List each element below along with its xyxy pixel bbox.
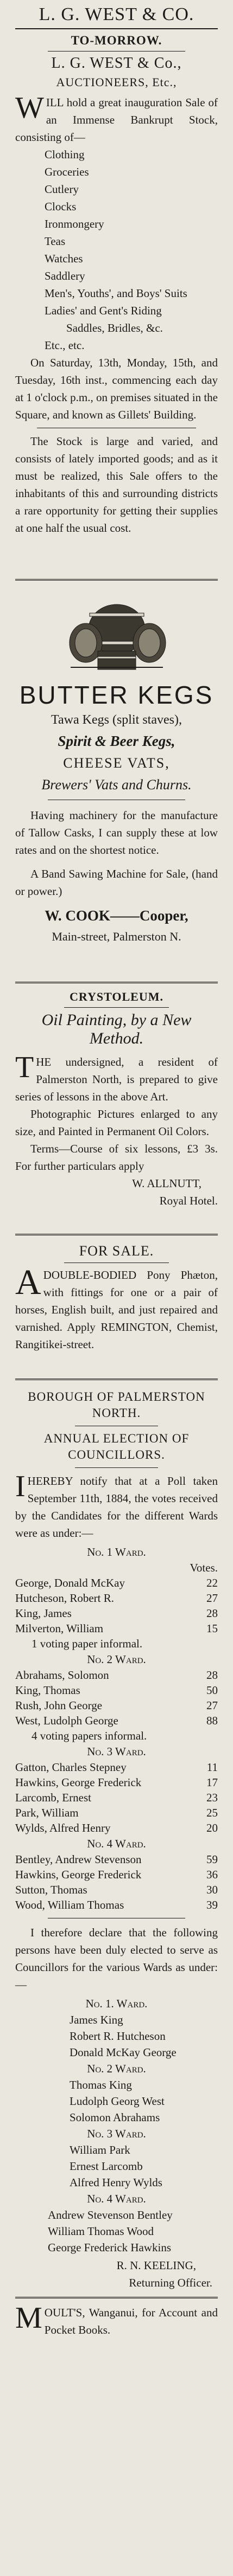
list-item: Saddles, Bridles, &c. [66, 321, 163, 334]
brewers-line: Brewers' Vats and Churns. [41, 777, 192, 793]
list-item: Teas [45, 235, 66, 248]
declaration-paragraph: I therefore declare that the following persons have been duly elected to serve as Councillors for the various Wards as under:— [15, 1926, 218, 1991]
returning-officer-name: R. N. KEELING, [116, 2259, 196, 2272]
cook-address: Main-street, Palmerston N. [52, 930, 181, 943]
table-row: Gatton, Charles Stepney 11 [15, 1761, 218, 1774]
stock-paragraph: The Stock is large and varied, and consists of lately imported goods; and as it must be realized, this Sale offers to the inhabitants of this and surrounding districts a rare opportunity for getting their supplies at one half the usual cost. [15, 435, 218, 534]
informal-note: 4 voting papers informal. [32, 1729, 147, 1742]
butter-kegs-ad [15, 582, 218, 982]
drop-cap: M [15, 2301, 42, 2335]
table-row: King, Thomas 50 [15, 1684, 218, 1697]
table-row: Wylds, Alfred Henry 20 [15, 1821, 218, 1834]
table-row: George, Donald McKay 22 [15, 1576, 218, 1589]
photo-paragraph: Photographic Pictures enlarged to any size, and Painted in Permanent Oil Colors. [15, 1107, 218, 1138]
tawa-kegs-line: Tawa Kegs (split staves), [51, 713, 182, 727]
ward-heading: No. 4 Ward. [87, 1837, 146, 1850]
tomorrow-heading: TO-MORROW. [71, 34, 162, 47]
dates-paragraph: On Saturday, 13th, Monday, 15th, and Tuesday, 16th inst., commencing each day at 1 o'clock p.m., on premises situated in the Square, and known as Gillets' Building. [15, 356, 218, 421]
list-item: William Thomas Wood [48, 2225, 154, 2238]
returning-officer-title: Returning Officer. [129, 2276, 212, 2289]
ward-heading: No. 1. Ward. [85, 1997, 148, 2010]
table-row: Park, William 25 [15, 1806, 218, 1819]
moults-text: OULT'S, Wanganui, for Account and Pocket Books. [44, 2306, 218, 2336]
cheese-vats-line: CHEESE VATS, [63, 755, 170, 771]
informal-note: 1 voting paper informal. [32, 1637, 143, 1650]
crystoleum-subheading: Oil Painting, by a New Method. [41, 1011, 192, 1047]
ward-heading: No. 2 Ward. [87, 2062, 146, 2075]
ward-heading: No. 2 Ward. [87, 1653, 146, 1666]
table-row: Hawkins, George Frederick 36 [15, 1868, 218, 1881]
cook-signature: W. COOK——Cooper, [45, 907, 188, 924]
table-row: Bentley, Andrew Stevenson 59 [15, 1853, 218, 1866]
tallow-paragraph: Having machinery for the manufacture of Tallow Casks, I can supply these at low rates and on the shortest notice. [15, 809, 218, 856]
sawing-paragraph: A Band Sawing Machine for Sale, (hand or power.) [15, 867, 218, 898]
table-row: King, James 28 [15, 1607, 218, 1620]
list-item: Thomas King [70, 2078, 132, 2091]
list-item: Robert R. Hutcheson [70, 2030, 166, 2043]
ward-heading: No. 1 Ward. [87, 1545, 146, 1559]
ward-heading: No. 3 Ward. [87, 2127, 146, 2140]
drop-cap: A [15, 1263, 41, 1302]
poll-intro-text: HEREBY notify that at a Poll taken September 11th, 1884, the votes received by the Candidates for the different Wards were as under:— [15, 1474, 218, 1540]
table-row: West, Ludolph George 88 [15, 1714, 218, 1727]
list-item: Etc., etc. [45, 339, 85, 352]
list-item: Ironmongery [45, 217, 104, 230]
moults-ad [15, 2300, 218, 2339]
west-auction-ad [15, 0, 218, 575]
election-heading: ANNUAL ELECTION OF COUNCILLORS. [43, 1432, 190, 1461]
divider [64, 1007, 169, 1008]
table-row: Larcomb, Ernest 23 [15, 1791, 218, 1804]
results-table [15, 1544, 218, 1912]
list-item: Men's, Youths', and Boys' Suits [45, 287, 187, 300]
firm-name: L. G. WEST & Co., [51, 55, 182, 72]
list-item: William Park [70, 2143, 130, 2156]
list-item: Ladies' and Gent's Riding [45, 304, 162, 317]
for-sale-ad [15, 1237, 218, 1379]
list-item: Andrew Stevenson Bentley [48, 2208, 173, 2221]
crystoleum-intro [15, 1053, 218, 1105]
poll-intro [15, 1472, 218, 1542]
list-item: James King [70, 2013, 123, 2026]
for-sale-heading: FOR SALE. [79, 1243, 154, 1259]
table-row: Milverton, William 15 [15, 1622, 218, 1635]
intro-text: ILL hold a great inauguration Sale of an Immense Bankrupt Stock, consisting of— [15, 96, 218, 144]
phaeton-paragraph [15, 1263, 218, 1353]
firm-role: AUCTIONEERS, Etc., [56, 75, 177, 89]
stock-list [15, 146, 218, 354]
intro-text: HE undersigned, a resident of Palmerston North, is prepared to give series of lessons in the above Art. [15, 1055, 218, 1103]
phaeton-text: DOUBLE-BODIED Pony Phæton, with fittings for one or a pair of horses, English built, and just repaired and varnished. Apply REMINGTON, Chemist, Rangitikei-street. [15, 1268, 218, 1351]
list-item: George Frederick Hawkins [48, 2241, 172, 2254]
list-item: Clothing [45, 148, 85, 161]
masthead: L. G. WEST & CO. [39, 4, 194, 24]
ward-heading: No. 3 Ward. [87, 1745, 146, 1758]
table-row: Hutcheson, Robert R. 27 [15, 1592, 218, 1605]
list-item: Watches [45, 252, 83, 265]
allnutt-signature: W. ALLNUTT, [132, 1177, 201, 1190]
divider [75, 1467, 158, 1468]
allnutt-address: Royal Hotel. [159, 1194, 218, 1207]
drop-cap: W [15, 91, 44, 125]
butter-kegs-title: BUTTER KEGS [19, 681, 214, 709]
divider [15, 28, 218, 29]
table-row: Rush, John George 27 [15, 1699, 218, 1712]
list-item: Ludolph Georg West [70, 2095, 165, 2108]
list-item: Donald McKay George [70, 2046, 177, 2059]
votes-header: Votes. [190, 1561, 218, 1574]
spirit-kegs-line: Spirit & Beer Kegs, [58, 733, 175, 749]
borough-heading: BOROUGH OF PALMERSTON NORTH. [28, 1390, 205, 1420]
intro-paragraph [15, 91, 218, 146]
list-item: Solomon Abrahams [70, 2111, 160, 2124]
table-row: Hawkins, George Frederick 17 [15, 1776, 218, 1789]
crystoleum-ad [15, 984, 218, 1234]
moults-paragraph [15, 2301, 218, 2339]
list-item: Alfred Henry Wylds [70, 2176, 162, 2189]
drop-cap: T [15, 1051, 34, 1084]
terms-paragraph: Terms—Course of six lessons, £3 3s. For further particulars apply [15, 1142, 218, 1173]
list-item: Saddlery [45, 269, 85, 282]
table-row: Wood, William Thomas 39 [15, 1898, 218, 1911]
list-item: Ernest Larcomb [70, 2160, 143, 2173]
table-row: Abrahams, Solomon 28 [15, 1669, 218, 1682]
ward-heading: No. 4 Ward. [87, 2192, 146, 2205]
list-item: Clocks [45, 200, 77, 213]
elected-list [15, 1995, 218, 2256]
election-notice [15, 1381, 218, 2291]
list-item: Groceries [45, 165, 89, 178]
crystoleum-heading: CRYSTOLEUM. [69, 990, 163, 1003]
table-row: Sutton, Thomas 30 [15, 1883, 218, 1896]
kegs-illustration [60, 591, 174, 673]
list-item: Cutlery [45, 183, 79, 196]
drop-cap: I [15, 1470, 26, 1503]
